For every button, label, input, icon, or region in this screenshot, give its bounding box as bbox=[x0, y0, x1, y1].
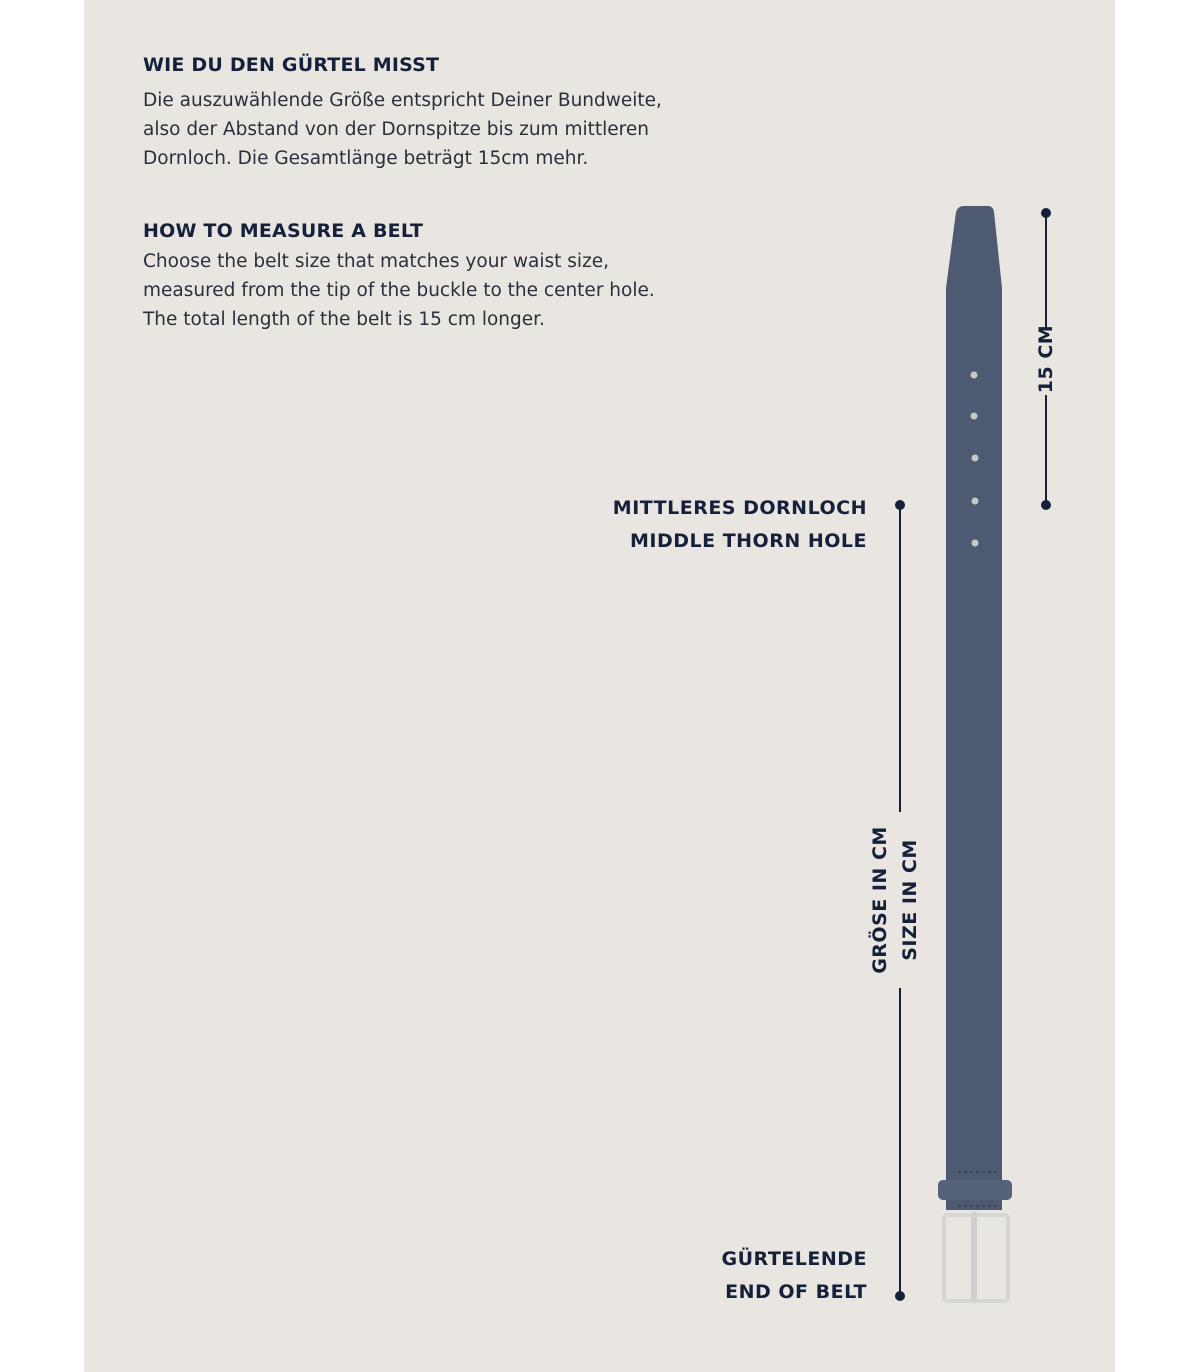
german-heading: WIE DU DEN GÜRTEL MISST bbox=[143, 54, 440, 76]
extra-length-label: 15 CM bbox=[1035, 324, 1057, 394]
label-en: SIZE IN CM bbox=[899, 839, 921, 961]
middle-hole-label bbox=[613, 492, 867, 558]
label-de: GÜRTELENDE bbox=[721, 1248, 867, 1270]
text-line: Choose the belt size that matches your waist size, bbox=[143, 251, 610, 272]
belt-image bbox=[930, 200, 1020, 1310]
size-label bbox=[865, 800, 929, 1000]
text-line: measured from the tip of the buckle to the center hole. bbox=[143, 280, 655, 301]
german-text bbox=[143, 86, 743, 173]
belt-end-label bbox=[722, 1243, 867, 1309]
label-en: END OF BELT bbox=[725, 1281, 867, 1303]
label-de: MITTLERES DORNLOCH bbox=[612, 497, 867, 519]
label-en: MIDDLE THORN HOLE bbox=[629, 530, 867, 552]
size-measure-line bbox=[899, 988, 901, 1295]
text-line: The total length of the belt is 15 cm longer. bbox=[143, 309, 545, 330]
text-line: Die auszuwählende Größe entspricht Deiner Bundweite, bbox=[143, 90, 662, 111]
size-measure-line bbox=[899, 505, 901, 812]
label-de: GRÖSE IN CM bbox=[869, 826, 891, 974]
text-line: also der Abstand von der Dornspitze bis zum mittleren bbox=[143, 119, 649, 140]
english-heading: HOW TO MEASURE A BELT bbox=[143, 220, 424, 242]
measure-dot-bottom bbox=[895, 1291, 905, 1301]
english-text bbox=[143, 247, 743, 334]
text-line: Dornloch. Die Gesamtlänge beträgt 15cm mehr. bbox=[143, 148, 589, 169]
extra-measure-line bbox=[1045, 395, 1047, 505]
measure-dot-bottom bbox=[1041, 500, 1051, 510]
